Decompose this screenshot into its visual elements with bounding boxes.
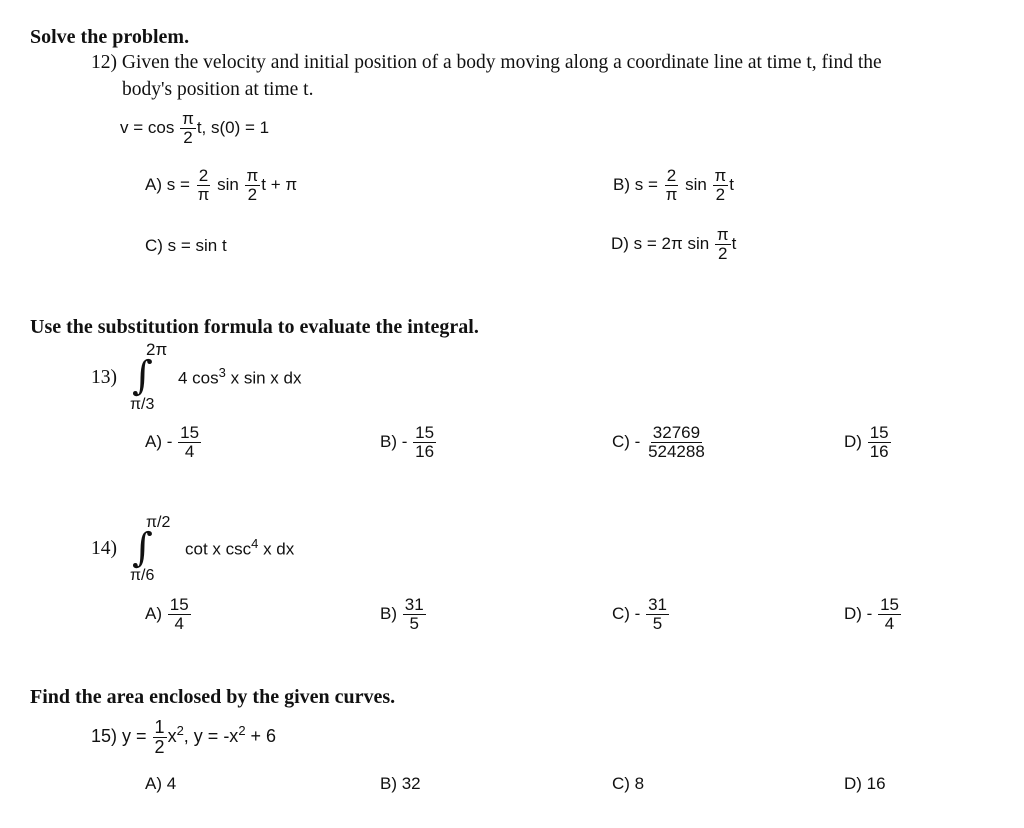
integrand-power: 4 (251, 536, 259, 551)
q13-lower-limit: π/3 (130, 396, 155, 413)
q15-mid: , y = -x (183, 726, 239, 747)
q14-lower-limit: π/6 (130, 567, 155, 584)
q14-choice-a[interactable] (145, 596, 192, 633)
q14-choice-d[interactable] (844, 596, 902, 633)
q12-choice-d[interactable] (611, 226, 736, 263)
answer-fraction (168, 596, 191, 633)
frac-num: π (182, 109, 194, 128)
q15-equation (91, 718, 276, 757)
choice-label: A) s = (145, 174, 190, 194)
answer-fraction (646, 596, 669, 633)
q13-integrand (178, 365, 301, 389)
choice-label: D) (844, 431, 862, 451)
frac-den: 16 (415, 441, 435, 461)
q13-upper-limit: 2π (146, 340, 168, 359)
q12-number: 12) (91, 52, 117, 73)
frac-num: 2 (666, 166, 677, 185)
q12-choice-c[interactable]: C) s = sin t (145, 236, 227, 255)
q15-choice-a[interactable]: A) 4 (145, 774, 177, 793)
q12-line2: body's position at time t. (122, 79, 314, 100)
q12-choice-b[interactable] (613, 167, 734, 204)
q15-number: 15) y = (91, 726, 147, 747)
q15-choice-b[interactable]: B) 32 (380, 774, 421, 793)
q13-choice-d[interactable] (844, 424, 892, 461)
frac-num: π (714, 166, 727, 185)
integrand-power: 3 (218, 365, 226, 380)
frac-num: 31 (404, 595, 424, 614)
answer-fraction (178, 424, 201, 461)
frac-den: 4 (174, 613, 184, 633)
frac-num: 31 (648, 595, 667, 614)
answer-fraction (413, 424, 436, 461)
integrand-post: x dx (258, 539, 295, 559)
frac-den: 2 (154, 736, 165, 757)
choice-label: A) (145, 603, 162, 623)
q14-integrand (185, 536, 294, 560)
q12-line1: Given the velocity and initial position of a body moving along a coordinate line at time t, find the (121, 52, 882, 73)
frac-den: 4 (184, 441, 195, 461)
choice-label: B) (380, 603, 397, 623)
q12-given-tail: t, s(0) = 1 (196, 117, 270, 137)
q13-choice-a[interactable] (145, 424, 202, 461)
integrand-pre: 4 cos (178, 368, 219, 388)
fn-name: sin (685, 174, 707, 194)
q15-tail: + 6 (245, 726, 277, 747)
frac-den: 4 (884, 613, 895, 633)
q15-fraction (153, 718, 167, 757)
choice-tail: t (731, 233, 737, 253)
coef-fraction (664, 167, 680, 204)
q12-given-v: v = cos (120, 117, 175, 137)
frac-num: 2 (198, 166, 209, 185)
integral-sign-icon: ∫ (132, 353, 153, 399)
choice-tail: t + π (261, 174, 298, 194)
frac-num: 15 (880, 595, 899, 614)
frac-num: 32769 (652, 423, 701, 442)
frac-den: 2 (247, 184, 258, 204)
q14-number: 14) (91, 538, 117, 559)
answer-fraction (878, 596, 901, 633)
choice-label: D) s = 2π sin (611, 233, 710, 253)
q13-number: 13) (91, 367, 117, 388)
fn-name: sin (217, 174, 239, 194)
q12-given (120, 110, 269, 147)
arg-fraction (715, 226, 731, 263)
q15-choice-d[interactable]: D) 16 (844, 774, 886, 793)
coef-fraction (196, 167, 212, 204)
frac-num: 15 (869, 423, 889, 442)
q15-x: x (167, 726, 177, 747)
integrand-post: x sin x dx (225, 368, 302, 388)
choice-label: B) s = (613, 174, 658, 194)
frac-den: π (665, 184, 678, 204)
frac-den: 524288 (648, 441, 705, 461)
q15-power1: 2 (176, 723, 184, 739)
arg-fraction (713, 167, 729, 204)
choice-label: A) - (145, 431, 173, 451)
frac-num: 15 (180, 423, 200, 442)
section-heading-solve: Solve the problem. (30, 26, 190, 48)
choice-label: B) - (380, 431, 408, 451)
frac-num: π (246, 166, 259, 185)
q14-upper-limit: π/2 (146, 514, 171, 531)
choice-label: C) - (612, 603, 641, 623)
frac-num: 15 (415, 423, 435, 442)
answer-fraction (868, 424, 891, 461)
q13-choice-b[interactable] (380, 424, 437, 461)
answer-fraction (403, 596, 426, 633)
section-heading-substitution: Use the substitution formula to evaluate the integral. (30, 316, 479, 338)
frac-num: π (716, 225, 729, 244)
q15-choice-c[interactable]: C) 8 (612, 774, 645, 793)
q15-power2: 2 (238, 723, 246, 739)
q14-choice-c[interactable] (612, 596, 670, 633)
q12-choice-a[interactable] (145, 167, 297, 204)
q12-text-line1 (91, 52, 882, 74)
choice-label: D) - (844, 603, 873, 623)
arg-fraction (245, 167, 261, 204)
integrand-pre: cot x csc (185, 539, 252, 559)
frac-den: 2 (718, 243, 728, 263)
frac-den: 5 (409, 613, 419, 633)
integral-sign-icon: ∫ (132, 525, 153, 571)
q13-choice-c[interactable] (612, 424, 708, 461)
section-heading-area: Find the area enclosed by the given curves. (30, 686, 396, 708)
frac-den: 16 (869, 441, 889, 461)
choice-label: C) - (612, 431, 641, 451)
frac-den: 2 (183, 127, 193, 147)
frac-den: π (197, 184, 210, 204)
choice-tail: t (729, 174, 735, 194)
q12-given-fraction (180, 110, 196, 147)
q14-choice-b[interactable] (380, 596, 427, 633)
frac-den: 2 (715, 184, 726, 204)
frac-num: 1 (154, 717, 165, 737)
answer-fraction (646, 424, 707, 461)
frac-num: 15 (169, 595, 189, 614)
frac-den: 5 (652, 613, 663, 633)
